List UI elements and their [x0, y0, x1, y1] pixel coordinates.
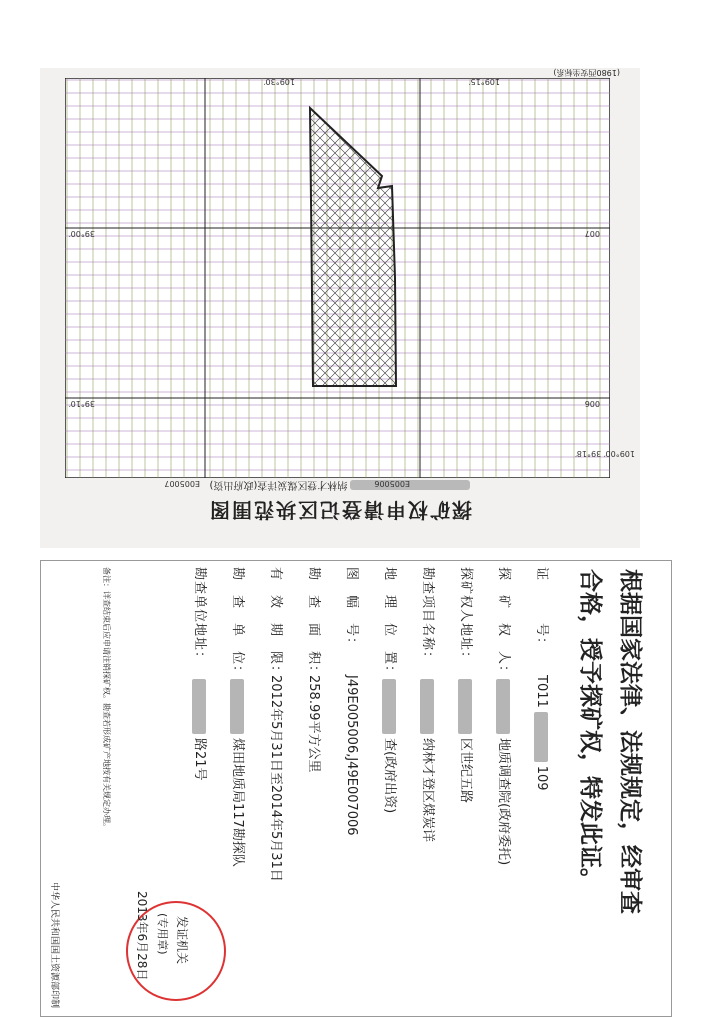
field-label: 探 矿 权 人：: [496, 567, 511, 680]
field-row: [344, 567, 363, 836]
map-title: 探矿权申请登记区块范围图: [208, 498, 472, 522]
tick-corner: 109°00′ 39°18′: [575, 449, 635, 458]
tick-lat-1: 39°10′: [68, 399, 95, 408]
field-value-post: 煤田地质局117勘探队: [230, 738, 245, 867]
field-label: 勘查单位地址：: [192, 567, 207, 666]
issue-date: 2013年6月28日: [135, 891, 149, 981]
field-label: 勘 查 面 积：: [306, 567, 321, 680]
field-label: 图 幅 号：: [344, 567, 359, 652]
field-label: 探矿权人地址：: [458, 567, 473, 666]
redacted-block: [459, 679, 473, 734]
tick-grid-n2: 007: [584, 229, 600, 238]
issuer: 发证机关: [175, 916, 189, 965]
redacted-block: [383, 679, 397, 734]
map-note: (1980西安坐标系): [553, 68, 620, 77]
map-subtitle-text: 纳林才登区煤炭详查(政府出资): [209, 479, 348, 490]
footnote: 备注：详查结束后应申请注销探矿权。勘查若形成矿产地按有关规定办理。: [102, 567, 111, 831]
field-value-pre: 2012年5月31日至2014年5月31日: [268, 675, 283, 882]
redacted-block: [231, 679, 245, 734]
field-row: [534, 567, 553, 791]
redacted-block: [497, 679, 511, 734]
tick-grid-e2: E005007: [164, 479, 200, 488]
tick-lon-2: 109°30′: [263, 77, 295, 86]
field-value-post: 路21号: [192, 738, 207, 781]
field-value-pre: 258.99平方公里: [306, 675, 321, 773]
tick-lat-2: 39°00′: [68, 229, 95, 238]
field-row: [420, 567, 439, 842]
field-row: [458, 567, 477, 803]
field-row: [192, 567, 211, 781]
map-subtitle: [40, 479, 640, 494]
field-label: 地 理 位 置：: [382, 567, 397, 680]
map-page: [40, 68, 640, 548]
field-label: 勘 查 单 位：: [230, 567, 245, 680]
field-value-post: 109: [534, 765, 549, 791]
header-line-2: 合格，授予探矿权，特发此证。: [577, 569, 604, 891]
field-value-pre: T011: [534, 675, 549, 708]
field-value-pre: J49E005006,J49E007006: [344, 675, 359, 836]
header-line-1: 根据国家法律、法规规定，经审查: [617, 569, 644, 914]
field-label: 勘查项目名称：: [420, 567, 435, 666]
redacted-block: [193, 679, 207, 734]
field-row: [306, 567, 325, 773]
field-label: 有 效 期 限：: [268, 567, 283, 680]
map-frame: [65, 78, 610, 478]
field-value-post: 地质调查院(政府委托): [496, 738, 511, 866]
redacted-block: [351, 480, 471, 490]
issuer-sub: (专用章): [156, 913, 169, 955]
field-value-post: 查(政府出资): [382, 738, 397, 814]
field-value-post: 纳林才登区煤炭详: [420, 738, 435, 843]
field-row: [268, 567, 287, 882]
certificate-page: [40, 560, 672, 1017]
field-value-post: 区世纪五路: [458, 738, 473, 804]
field-row: [230, 567, 249, 867]
tick-grid-e1: E005006: [374, 479, 410, 488]
tick-grid-n1: 006: [584, 399, 600, 408]
redacted-block: [421, 679, 435, 734]
tick-lon-1: 109°15′: [468, 77, 500, 86]
map-rotated: [40, 68, 640, 548]
field-label: 证 号：: [534, 567, 549, 652]
certificate-rotated: [41, 561, 671, 1016]
field-row: [496, 567, 515, 865]
redacted-block: [535, 712, 549, 762]
printer-note: 中华人民共和国国土资源部印制: [49, 881, 59, 1008]
field-row: [382, 567, 401, 813]
